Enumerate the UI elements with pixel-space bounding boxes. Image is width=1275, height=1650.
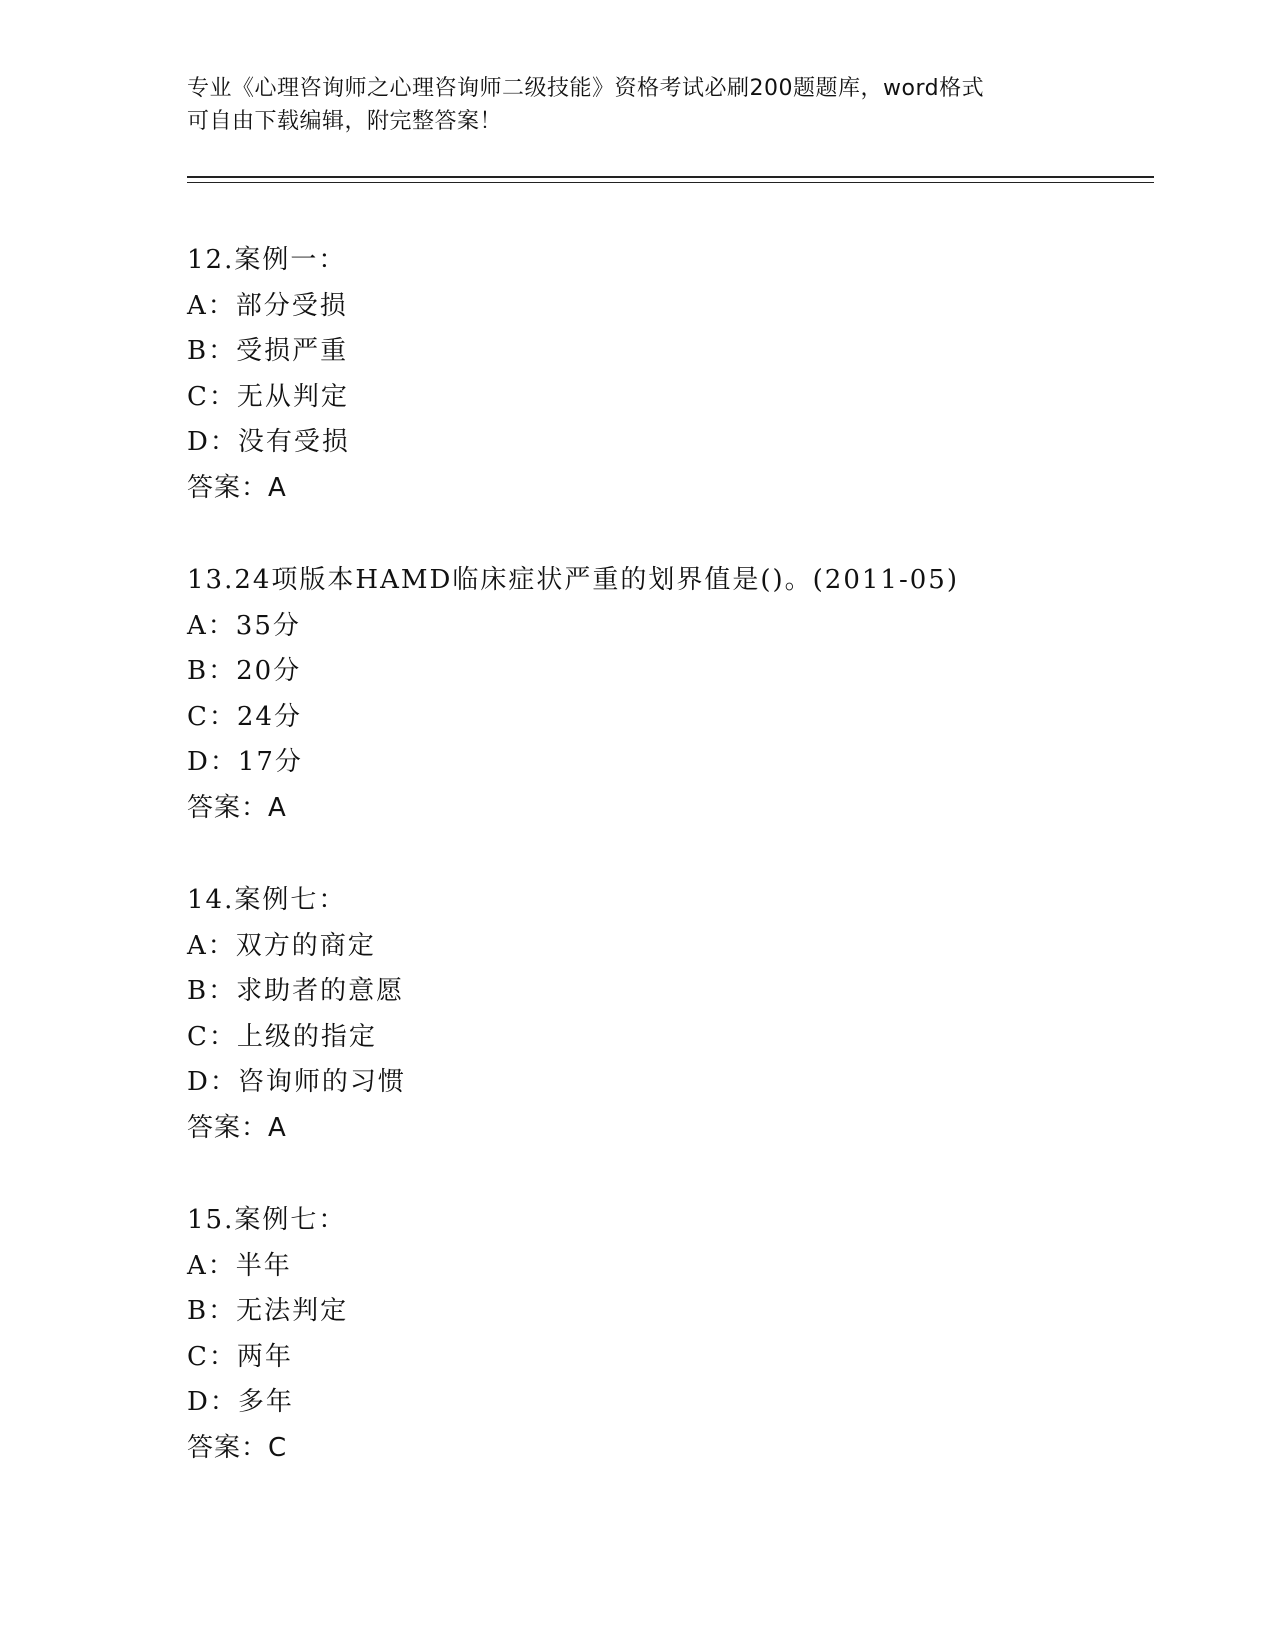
header-divider-thin	[187, 182, 1154, 183]
option-a: A：部分受损	[187, 290, 348, 321]
question-13	[187, 558, 1147, 878]
option-d: D：没有受损	[187, 427, 350, 457]
option-c: C：无从判定	[187, 381, 349, 412]
answer-line: 答案：C	[187, 1432, 288, 1463]
question-stem: 13.24项版本HAMD临床症状严重的划界值是()。(2011-05)	[187, 565, 959, 595]
question-stem: 15.案例七：	[187, 1205, 347, 1235]
header-line-2: 可自由下载编辑，附完整答案！	[187, 109, 503, 134]
option-d: D：多年	[187, 1387, 294, 1417]
header-line-1: 专业《心理咨询师之心理咨询师二级技能》资格考试必刷200题题库，word格式	[187, 76, 985, 101]
option-d: D：咨询师的习惯	[187, 1067, 406, 1097]
header-divider-thick	[187, 176, 1154, 178]
option-b: B：20分	[187, 656, 302, 686]
option-b: B：无法判定	[187, 1296, 349, 1326]
question-stem: 14.案例七：	[187, 885, 347, 915]
question-stem: 12.案例一：	[187, 245, 347, 275]
question-list	[187, 238, 1147, 1518]
option-a: A：半年	[187, 1250, 292, 1281]
option-b: B：求助者的意愿	[187, 976, 405, 1006]
answer-line: 答案：A	[187, 472, 287, 503]
question-14	[187, 878, 1147, 1198]
option-d: D：17分	[187, 747, 303, 777]
answer-line: 答案：A	[187, 792, 287, 823]
option-a: A：35分	[187, 610, 301, 641]
document-header	[187, 72, 1087, 138]
option-a: A：双方的商定	[187, 930, 376, 961]
question-12	[187, 238, 1147, 558]
option-b: B：受损严重	[187, 336, 349, 366]
option-c: C：两年	[187, 1341, 293, 1372]
option-c: C：上级的指定	[187, 1021, 377, 1052]
answer-line: 答案：A	[187, 1112, 287, 1143]
question-15	[187, 1198, 1147, 1518]
option-c: C：24分	[187, 701, 302, 732]
